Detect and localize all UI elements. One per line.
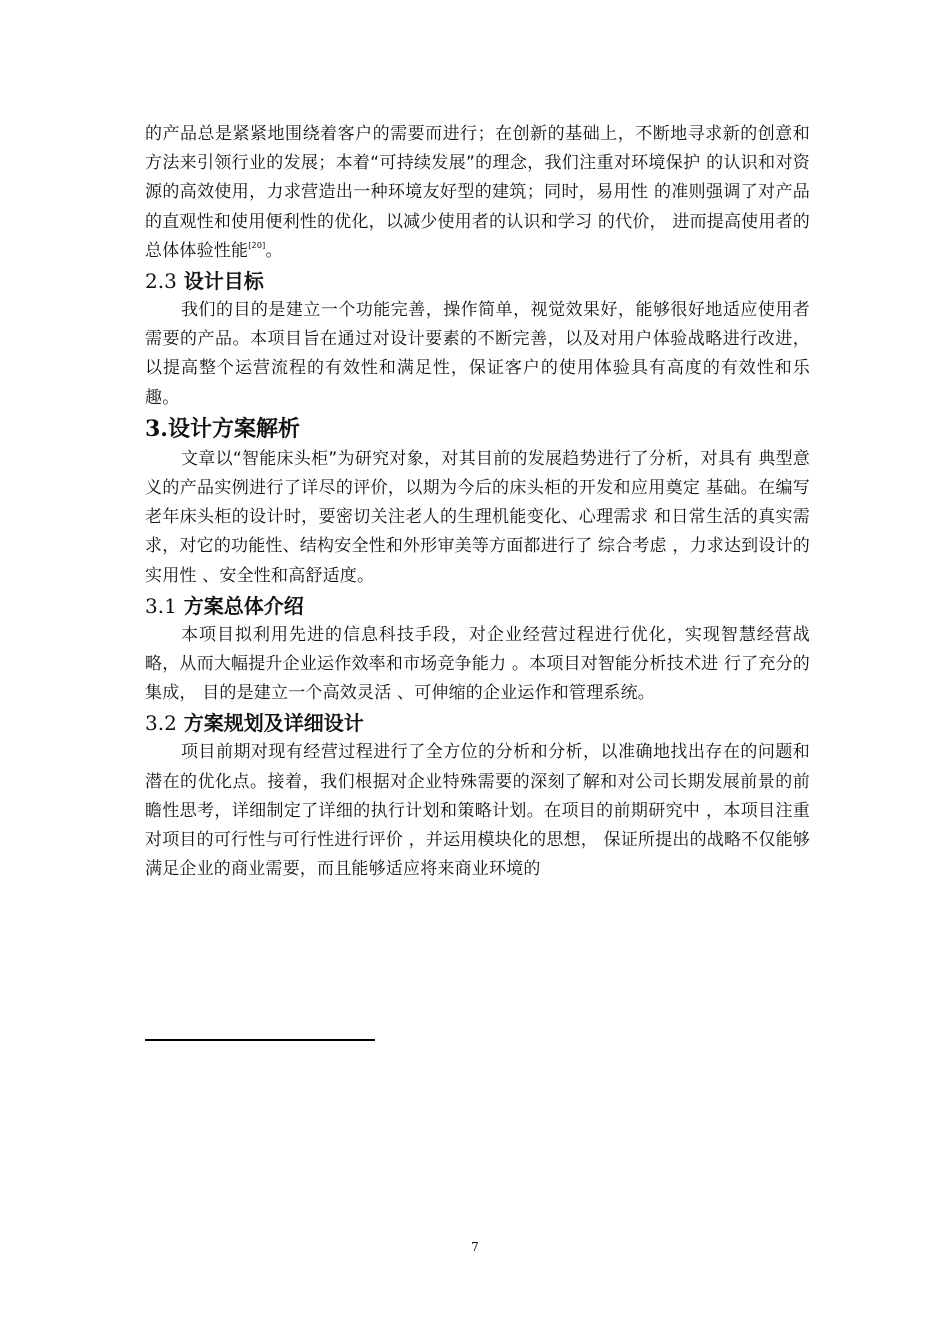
heading-3-1 xyxy=(145,591,810,621)
heading-2-3-number: 2.3 xyxy=(145,269,177,294)
paragraph-intro-continued xyxy=(145,120,810,266)
heading-3-2-title: 方案规划及详细设计 xyxy=(183,711,364,736)
paragraph-design-goal: 我们的目的是建立一个功能完善，操作简单，视觉效果好，能够很好地适应使用者需要的产品。本项目旨在通过对设计要素的不断完善，以及对用户体验战略进行改进，以提高整个运营流程的有效性和满足性，保证客户的使用体验具有高度的有效性和乐趣。 xyxy=(145,300,810,408)
heading-2-3-title: 设计目标 xyxy=(183,269,264,294)
paragraph-overview: 本项目拟利用先进的信息科技手段，对企业经营过程进行优化，实现智慧经营战略，从而大幅提升企业运作效率和市场竞争能力 。本项目对智能分析技术进 行了充分的集成， 目的是建立一个高效灵活 、可伸缩的企业运作和管理系统。 xyxy=(145,624,810,704)
paragraph-planning: 项目前期对现有经营过程进行了全方位的分析和分析，以准确地找出存在的问题和潜在的优化点。接着，我们根据对企业特殊需要的深刻了解和对公司长期发展前景的前瞻性思考，详细制定了详细的执行计划和策略计划。在项目的前期研究中 ，本项目注重对项目的可行性与可行性进行评价 ，并运用模块化的思想， 保证所提出的战略不仅能够满足企业的商业需要，而且能够适应将来商业环境的 xyxy=(145,742,810,880)
footnote-separator xyxy=(145,1039,375,1041)
paragraph-intro-end: 。 xyxy=(265,240,283,261)
heading-3-2 xyxy=(145,708,810,738)
page-number: 7 xyxy=(471,1240,479,1254)
heading-2-3 xyxy=(145,266,810,296)
heading-3-1-number: 3.1 xyxy=(145,593,177,618)
heading-3-1-title: 方案总体介绍 xyxy=(183,593,304,618)
paragraph-design-analysis: 文章以“智能床头柜”为研究对象，对其目前的发展趋势进行了分析，对具有 典型意义的产品实例进行了详尽的评价，以期为今后的床头柜的开发和应用奠定 基础。在编写老年床头柜的设计时，要密切关注老人的生理机能变化、心理需求 和日常生活的真实需求，对它的功能性、结构安全性和外形审美等方面都进行了 综合考虑 ，力求达到设计的实用性 、安全性和高舒适度。 xyxy=(145,448,810,586)
heading-3 xyxy=(145,413,810,445)
heading-3-2-number: 3.2 xyxy=(145,711,177,736)
document-body xyxy=(145,120,810,884)
heading-3-number: 3. xyxy=(145,415,168,442)
heading-3-title: 设计方案解析 xyxy=(167,416,300,442)
paragraph-intro-text: 的产品总是紧紧地围绕着客户的需要而进行；在创新的基础上，不断地寻求新的创意和方法来引领行业的发展；本着“可持续发展”的理念，我们注重对环境保护 的认识和对资源的高效使用，力求营造出一种环境友好型的建筑；同时，易用性 的准则强调了对产品的直观性和使用便利性的优化，以减少使用者的认识和学习 的代价， 进而提高使用者的总体体验性能 xyxy=(145,124,810,261)
citation-reference: [20] xyxy=(248,240,266,250)
